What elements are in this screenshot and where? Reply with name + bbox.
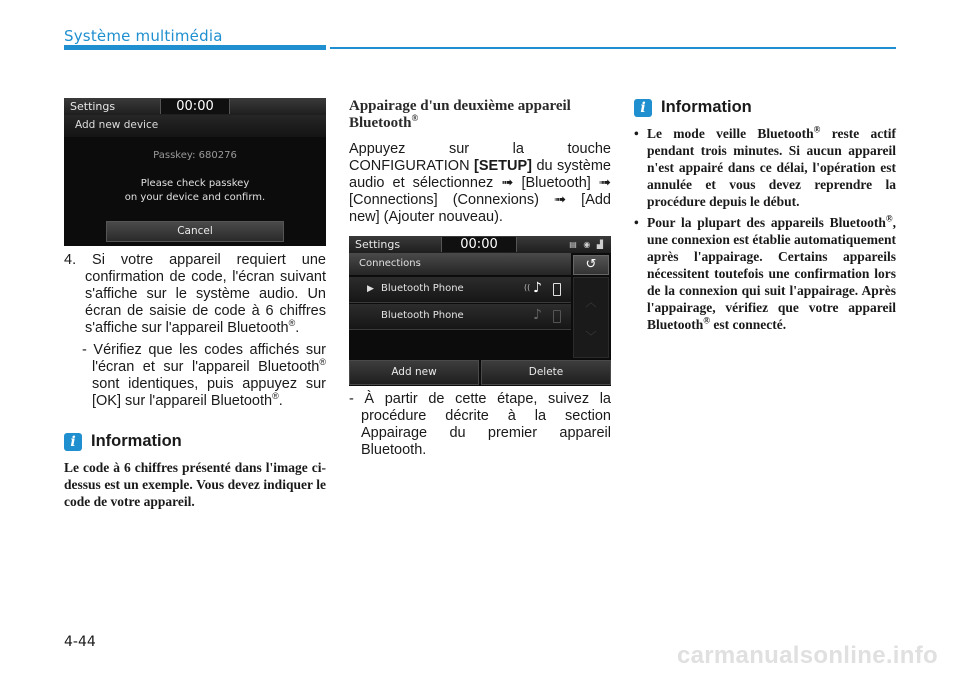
settings-label: Settings — [70, 100, 116, 113]
watermark: carmanualsonline.info — [676, 642, 938, 669]
device-name: Bluetooth Phone — [381, 310, 464, 321]
scroll-up-icon: ︿ — [585, 296, 597, 309]
cancel-button: Cancel — [106, 221, 284, 242]
confirm-message-line2: on your device and confirm. — [124, 192, 266, 203]
connections-title-bar — [349, 253, 571, 275]
column-left — [64, 98, 326, 510]
info-icon: i — [634, 99, 652, 117]
info-heading-left — [64, 432, 326, 451]
scroll-bar — [573, 277, 609, 358]
info-bullets — [634, 125, 896, 333]
section-title: Système multimédia — [64, 27, 223, 45]
music-note-icon: ♪ — [533, 307, 542, 323]
add-new-button: Add new — [349, 360, 479, 385]
step-4-paragraph: 4. Si votre appareil requiert une confirmation de code, l'écran suivant s'affiche sur le système audio. Un écran de saisie de code à 6 chiffres s'affiche sur l'appareil Bluetooth®. — [64, 252, 326, 336]
pairing-instructions: Appuyez sur la touche CONFIGURATION [SETUP] du système audio et sélectionnez ➟ [Bluetooth] ➟ [Connections] (Connexions) ➟ [Add new] (Ajouter nouveau). — [349, 141, 611, 225]
info-icon: i — [64, 433, 82, 451]
device-row — [349, 277, 571, 303]
column-middle — [349, 98, 611, 459]
passkey-screen-image — [64, 98, 326, 246]
column-right — [634, 98, 896, 337]
info-heading-right — [634, 98, 896, 117]
music-note-icon: (( ♪ — [533, 280, 542, 296]
info-title: Information — [661, 98, 752, 116]
passkey-text: Passkey: 680276 — [153, 150, 237, 161]
bullet-auto-connect: • Pour la plupart des appareils Bluetooth®, une connexion est établie automatiquement après l'appairage. Certains appareils nécessitent toutefois une confirmation lors de la connexion qui suit l'appairage. Après l'appairage, vérifiez que votre appareil Bluetooth® est connecté. — [634, 214, 896, 333]
selected-arrow-icon: ▶ — [367, 284, 374, 294]
info-text-left: Le code à 6 chiffres présenté dans l'image ci-dessus est un exemple. Vous devez indiquer le code de votre appareil. — [64, 460, 326, 509]
header-rule-thick — [64, 45, 326, 50]
settings-label: Settings — [355, 238, 401, 251]
page-number: 4-44 — [64, 634, 96, 650]
dialog-title-bar — [64, 115, 326, 137]
clock-display: 00:00 — [160, 99, 230, 114]
bullet-standby-mode: • Le mode veille Bluetooth® reste actif pendant trois minutes. Si aucun appareil n'est appairé dans ce délai, l'opération est annulée et vous devez reprendre la procédure depuis le début. — [634, 125, 896, 210]
connections-screen-image — [349, 236, 611, 386]
connections-title: Connections — [359, 258, 421, 269]
pairing-second-device-heading: Appairage d'un deuxième appareil Bluetooth® — [349, 98, 571, 131]
step-4-subitem: - Vérifiez que les codes affichés sur l'écran et sur l'appareil Bluetooth® sont identiques, puis appuyez sur [OK] sur l'appareil Bluetooth®. — [82, 342, 326, 409]
info-title: Information — [91, 432, 182, 450]
back-icon: ↺ — [573, 255, 609, 275]
status-icons: ▤ ◉ ▟ — [569, 240, 605, 249]
scroll-down-icon: ﹀ — [585, 330, 597, 343]
phone-icon — [553, 310, 561, 323]
device-row — [349, 304, 571, 330]
confirm-message-line1: Please check passkey — [140, 178, 250, 189]
clock-display: 00:00 — [441, 237, 517, 252]
follow-procedure-note: - À partir de cette étape, suivez la procédure décrite à la section Appairage du premier appareil Bluetooth. — [349, 391, 611, 458]
header-rule-thin — [330, 47, 896, 49]
delete-button: Delete — [481, 360, 611, 385]
device-name: Bluetooth Phone — [381, 283, 464, 294]
dialog-title: Add new device — [75, 119, 159, 131]
phone-icon — [553, 283, 561, 296]
